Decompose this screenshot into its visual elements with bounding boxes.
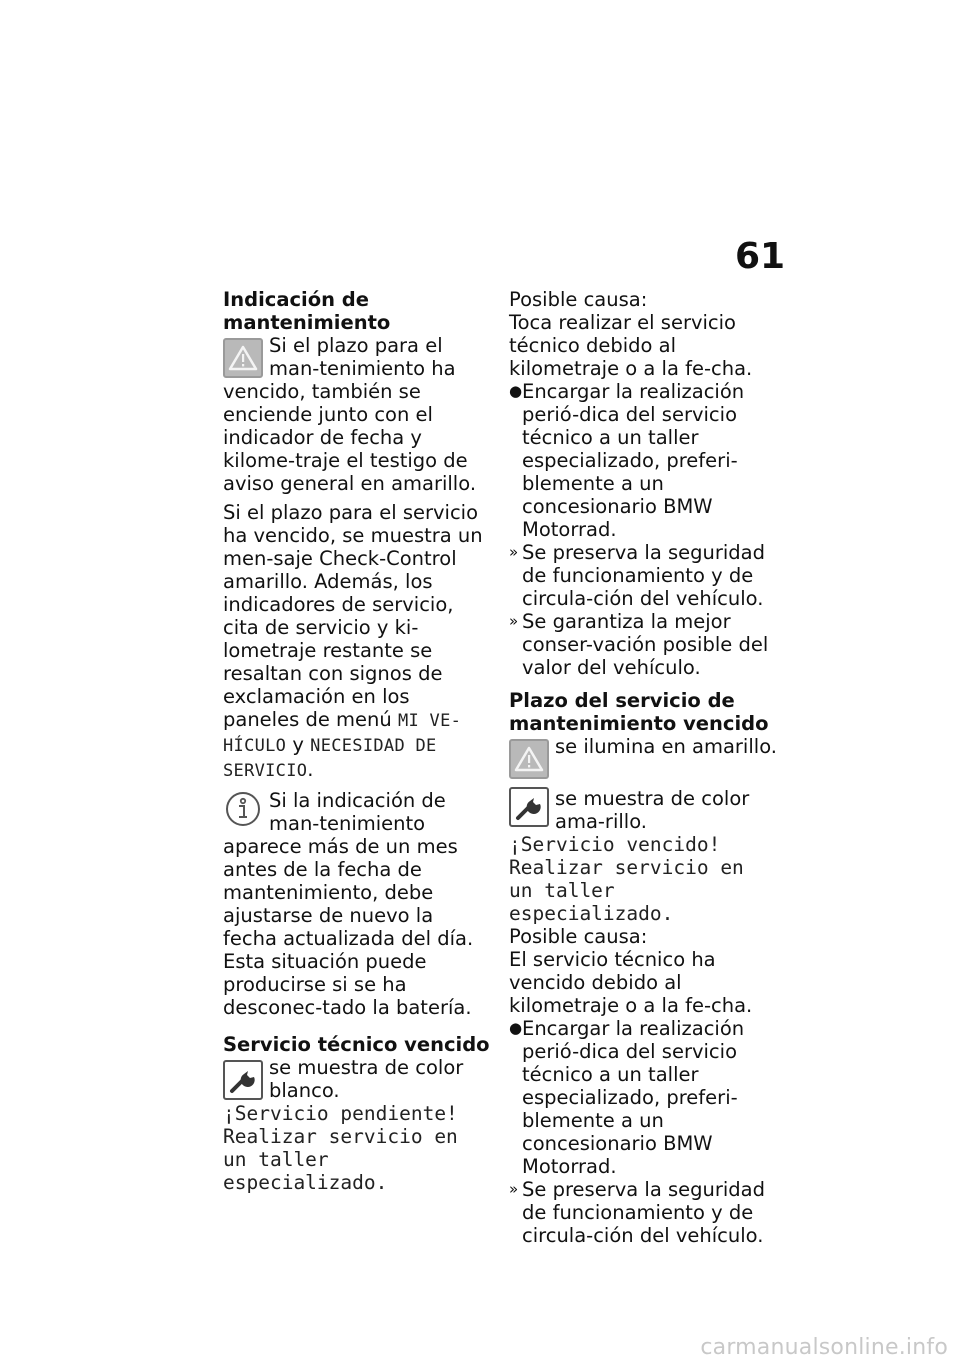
list-item [509, 1178, 777, 1247]
possible-cause-label: Posible causa: [509, 288, 648, 311]
info-icon [223, 789, 263, 829]
possible-cause-text: El servicio técnico ha vencido debido al kilometraje o a la fe-cha. [509, 948, 753, 1017]
list-item-text: Encargar la realización perió-dica del servicio técnico a un taller especializado, preferi-blemente a un concesionario BMW Motorrad. [522, 1017, 745, 1178]
watermark: carmanualsonline.info [700, 1335, 948, 1360]
page-number: 61 [735, 236, 786, 277]
display-message-service-overdue: ¡Servicio vencido! Realizar servicio en un taller especializado. [509, 833, 744, 925]
paragraph-wrench-yellow: se muestra de color ama-rillo. [555, 787, 750, 833]
list-item [509, 610, 777, 679]
wrench-icon [509, 787, 549, 827]
paragraph-maintenance-info: Si la indicación de man-tenimiento aparece más de un mes antes de la fecha de mantenimiento, debe ajustarse de nuevo la fecha actualizada del día. Esta situación puede producirse si se ha desconec-tado la batería. [223, 789, 474, 1019]
list-item-text: Se preserva la seguridad de funcionamiento y de circula-ción del vehículo. [522, 541, 765, 610]
paragraph-check-control [223, 501, 491, 783]
list-item [509, 1017, 777, 1178]
possible-cause-label: Posible causa: [509, 925, 648, 948]
wrench-icon [223, 1060, 263, 1100]
list-marker: » [509, 612, 519, 630]
menu-name-service-need: NECESIDAD DE SERVICIO [223, 736, 437, 781]
menu-name-my-vehicle: MI VE-HÍCULO [223, 711, 462, 756]
period-text: . [307, 758, 314, 781]
list-item [509, 541, 777, 610]
section-heading-maintenance-overdue: Plazo del servicio de mantenimiento vencido [509, 689, 769, 735]
list-marker: ● [509, 382, 523, 400]
section-heading-service-due: Servicio técnico vencido [223, 1033, 490, 1056]
list-item-text: Se preserva la seguridad de funcionamiento y de circula-ción del vehículo. [522, 1178, 765, 1247]
action-list [509, 1017, 777, 1247]
right-column [509, 288, 777, 1247]
section-heading-maintenance: Indicación de mantenimiento [223, 288, 391, 334]
paragraph-wrench-white: se muestra de color blanco. [269, 1056, 464, 1102]
warning-triangle-icon [223, 338, 263, 378]
list-item [509, 380, 777, 541]
possible-cause-text: Toca realizar el servicio técnico debido al kilometraje o a la fe-cha. [509, 311, 753, 380]
list-marker: » [509, 543, 519, 561]
list-marker: ● [509, 1019, 523, 1037]
list-item-text: Encargar la realización perió-dica del servicio técnico a un taller especializado, preferi-blemente a un concesionario BMW Motorrad. [522, 380, 745, 541]
paragraph-lights-yellow: se ilumina en amarillo. [555, 735, 777, 758]
paragraph-check-control-text: Si el plazo para el servicio ha vencido, se muestra un men-saje Check-Control amarillo. Además, los indicadores de servicio, cita de servicio y ki-lometraje restante se resaltan con signos de exclamación en los paneles de menú [223, 501, 483, 731]
warning-triangle-icon [509, 739, 549, 779]
display-message-service-pending: ¡Servicio pendiente! Realizar servicio en un taller especializado. [223, 1102, 458, 1194]
conjunction-text: y [292, 733, 304, 756]
action-list [509, 380, 777, 679]
left-column [223, 288, 491, 1194]
paragraph-maintenance-warning: Si el plazo para el man-tenimiento ha vencido, también se enciende junto con el indicador de fecha y kilome-traje el testigo de aviso general en amarillo. [223, 334, 477, 495]
list-item-text: Se garantiza la mejor conser-vación posible del valor del vehículo. [522, 610, 769, 679]
list-marker: » [509, 1180, 519, 1198]
